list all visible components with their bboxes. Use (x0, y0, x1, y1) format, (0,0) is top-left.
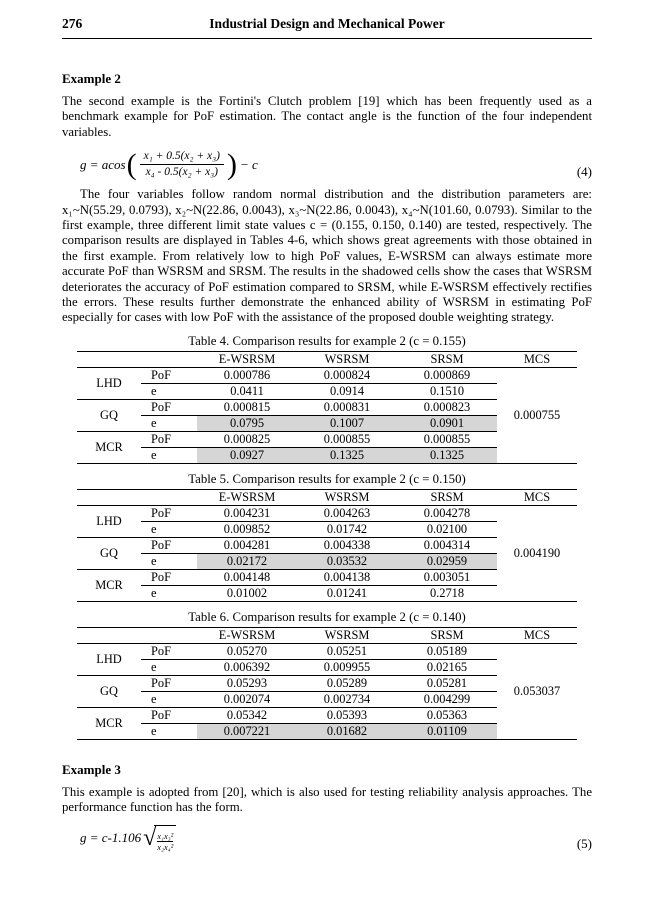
value-cell: 0.000825 (197, 431, 297, 447)
table-4-caption: Table 4. Comparison results for example 2 (c = 0.155) (188, 333, 466, 348)
value-cell: 0.002734 (297, 691, 397, 707)
table-4 (77, 351, 577, 464)
example-3-heading: Example 3 (62, 761, 121, 777)
table-row (77, 643, 577, 659)
empty-header-cell (77, 627, 141, 643)
empty-header-cell (77, 489, 141, 505)
group-label: GQ (77, 399, 141, 431)
value-cell: 0.05289 (297, 675, 397, 691)
equation-4-number: (4) (576, 164, 592, 180)
fraction-denominator: x₄ - 0.5(x₂ + x₃) (140, 164, 224, 180)
value-cell: 0.02959 (397, 553, 497, 569)
value-cell: 0.02165 (397, 659, 497, 675)
metric-label: PoF (141, 367, 197, 383)
table-header-row (77, 351, 577, 367)
empty-header-cell (77, 351, 141, 367)
value-cell: 0.004314 (397, 537, 497, 553)
value-cell: 0.009852 (197, 521, 297, 537)
value-cell: 0.004138 (297, 569, 397, 585)
metric-label: e (141, 585, 197, 601)
value-cell: 0.000815 (197, 399, 297, 415)
value-cell: 0.0914 (297, 383, 397, 399)
column-header: SRSM (397, 627, 497, 643)
empty-header-cell (141, 351, 197, 367)
example-2-heading: Example 2 (62, 71, 121, 86)
group-label: LHD (77, 643, 141, 675)
radicand (154, 825, 176, 852)
value-cell: 0.0411 (197, 383, 297, 399)
empty-header-cell (141, 627, 197, 643)
value-cell: 0.1325 (397, 447, 497, 463)
column-header: WSRSM (297, 351, 397, 367)
mcs-value: 0.004190 (497, 505, 577, 601)
value-cell: 0.000823 (397, 399, 497, 415)
table-header-row (77, 489, 577, 505)
mcs-value: 0.053037 (497, 643, 577, 739)
value-cell: 0.004338 (297, 537, 397, 553)
column-header: SRSM (397, 351, 497, 367)
value-cell: 0.1007 (297, 415, 397, 431)
value-cell: 0.009955 (297, 659, 397, 675)
metric-label: PoF (141, 399, 197, 415)
value-cell: 0.01742 (297, 521, 397, 537)
column-header: MCS (497, 627, 577, 643)
column-header: WSRSM (297, 627, 397, 643)
value-cell: 0.05281 (397, 675, 497, 691)
column-header: MCS (497, 351, 577, 367)
value-cell: 0.05293 (197, 675, 297, 691)
table-6-caption: Table 6. Comparison results for example 2 (c = 0.140) (188, 609, 466, 624)
metric-label: e (141, 691, 197, 707)
group-label: GQ (77, 675, 141, 707)
value-cell: 0.002074 (197, 691, 297, 707)
value-cell: 0.05189 (397, 643, 497, 659)
equation-lhs: g = acos (80, 156, 126, 172)
equation-5-number: (5) (576, 835, 592, 851)
metric-label: e (141, 553, 197, 569)
value-cell: 0.004231 (197, 505, 297, 521)
metric-label: e (141, 521, 197, 537)
value-cell: 0.05393 (297, 707, 397, 723)
equation-lhs: g = c-1.106 (80, 830, 142, 846)
value-cell: 0.2718 (397, 585, 497, 601)
left-paren: ( (126, 147, 137, 181)
example-2-paragraph-1: The second example is the Fortini's Clutch problem [19] which has been frequently used as a benchmark example for PoF estimation. The contact angle is the function of the four independent variables. (62, 94, 592, 139)
right-paren: ) (226, 147, 237, 181)
metric-label: e (141, 723, 197, 739)
metric-label: PoF (141, 707, 197, 723)
value-cell: 0.000869 (397, 367, 497, 383)
value-cell: 0.05251 (297, 643, 397, 659)
table-5-block (62, 472, 592, 602)
value-cell: 0.004281 (197, 537, 297, 553)
empty-header-cell (141, 489, 197, 505)
group-label: MCR (77, 707, 141, 739)
metric-label: e (141, 447, 197, 463)
value-cell: 0.006392 (197, 659, 297, 675)
column-header: SRSM (397, 489, 497, 505)
metric-label: e (141, 415, 197, 431)
column-header: E-WSRSM (197, 489, 297, 505)
value-cell: 0.0901 (397, 415, 497, 431)
group-label: MCR (77, 569, 141, 601)
fraction-numerator: x₁x₃² (157, 830, 174, 841)
group-label: GQ (77, 537, 141, 569)
fraction-numerator: x₁ + 0.5(x₂ + x₃) (143, 150, 220, 163)
equation-4 (62, 149, 592, 180)
metric-label: e (141, 383, 197, 399)
value-cell: 0.000831 (297, 399, 397, 415)
equation-5 (62, 825, 592, 852)
table-row (77, 505, 577, 521)
mcs-value: 0.000755 (497, 367, 577, 463)
table-row (77, 367, 577, 383)
value-cell: 0.05342 (197, 707, 297, 723)
value-cell: 0.003051 (397, 569, 497, 585)
page-number: 276 (62, 16, 83, 31)
table-6 (77, 627, 577, 740)
sqrt-icon: √ (143, 825, 157, 852)
equation-rhs: − c (239, 156, 258, 172)
square-root (143, 825, 176, 852)
header-title: Industrial Design and Mechanical Power (209, 16, 445, 31)
column-header: E-WSRSM (197, 351, 297, 367)
value-cell: 0.000855 (397, 431, 497, 447)
group-label: MCR (77, 431, 141, 463)
value-cell: 0.000855 (297, 431, 397, 447)
value-cell: 0.004263 (297, 505, 397, 521)
column-header: E-WSRSM (197, 627, 297, 643)
example-3-paragraph-1: This example is adopted from [20], which is also used for testing reliability analysis approaches. The performance function has the form. (62, 784, 592, 815)
column-header: WSRSM (297, 489, 397, 505)
example-2-paragraph-2: The four variables follow random normal distribution and the distribution parameters are: x₁~N(55.29, 0.0793), x₂~N(22.86, 0.0043), x₃~N(22.86, 0.0043), x₄~N(101.60, 0.0793). Similar to the first example, three different limit state values c = (0.155, 0.150, 0.140) are tested, respectively. The comparison results are displayed in Tables 4-6, which shows great agreements with those obtained in the first example. From relatively low to high PoF values, E-WSRSM can always estimate more accurate PoF than WSRSM and SRSM. The results in the shadowed cells show the cases that WSRSM deteriorates the accuracy of PoF estimation compared to SRSM, while E-WSRSM effectively rectifies the errors. These results further demonstrate the enhanced ability of WSRSM in estimating PoF especially for cases with low PoF with the assistance of the proposed double weighting strategy. (62, 187, 592, 325)
value-cell: 0.01109 (397, 723, 497, 739)
value-cell: 0.02172 (197, 553, 297, 569)
value-cell: 0.01002 (197, 585, 297, 601)
metric-label: PoF (141, 431, 197, 447)
group-label: LHD (77, 367, 141, 399)
column-header: MCS (497, 489, 577, 505)
metric-label: PoF (141, 643, 197, 659)
metric-label: PoF (141, 569, 197, 585)
value-cell: 0.01241 (297, 585, 397, 601)
value-cell: 0.000824 (297, 367, 397, 383)
metric-label: PoF (141, 505, 197, 521)
value-cell: 0.0795 (197, 415, 297, 431)
value-cell: 0.004299 (397, 691, 497, 707)
value-cell: 0.1510 (397, 383, 497, 399)
value-cell: 0.004278 (397, 505, 497, 521)
table-6-block (62, 610, 592, 740)
table-5 (77, 489, 577, 602)
equation-5-body (80, 825, 176, 852)
value-cell: 0.01682 (297, 723, 397, 739)
fraction-denominator: x₂x₄² (157, 841, 174, 852)
table-header-row (77, 627, 577, 643)
value-cell: 0.05363 (397, 707, 497, 723)
value-cell: 0.1325 (297, 447, 397, 463)
running-head (62, 16, 592, 39)
table-4-block (62, 334, 592, 464)
table-5-caption: Table 5. Comparison results for example 2 (c = 0.150) (188, 471, 466, 486)
value-cell: 0.000786 (197, 367, 297, 383)
value-cell: 0.007221 (197, 723, 297, 739)
equation-4-body (80, 149, 258, 180)
group-label: LHD (77, 505, 141, 537)
metric-label: PoF (141, 675, 197, 691)
value-cell: 0.03532 (297, 553, 397, 569)
value-cell: 0.05270 (197, 643, 297, 659)
metric-label: PoF (141, 537, 197, 553)
metric-label: e (141, 659, 197, 675)
value-cell: 0.0927 (197, 447, 297, 463)
fraction (157, 831, 173, 852)
fraction (140, 149, 224, 180)
value-cell: 0.02100 (397, 521, 497, 537)
value-cell: 0.004148 (197, 569, 297, 585)
